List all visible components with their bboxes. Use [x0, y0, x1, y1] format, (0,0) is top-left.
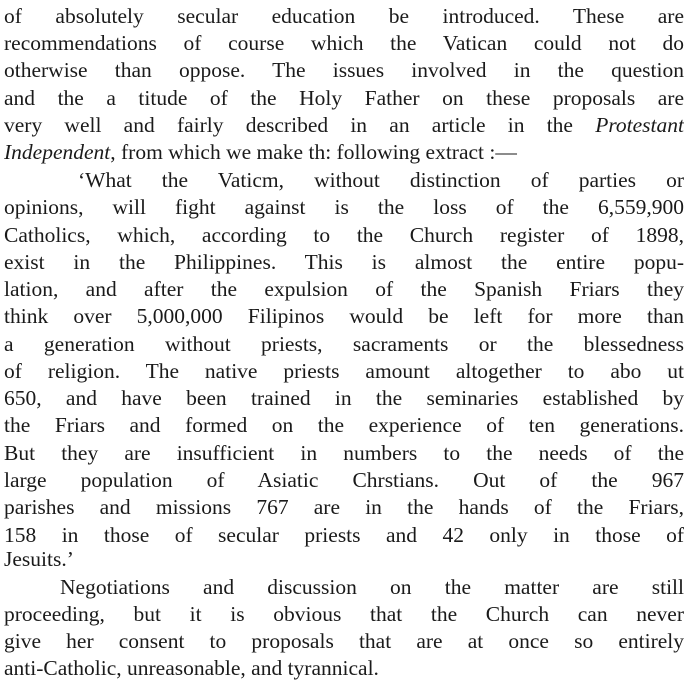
text-line: give her consent to proposals that are at once so entirely	[4, 629, 684, 653]
text-line: large population of Asiatic Chrstians. Out of the 967	[4, 468, 684, 492]
text-line	[4, 139, 684, 165]
text-line: parishes and missions 767 are in the hands of the Friars,	[4, 495, 684, 519]
paragraph-first-line: Negotiations and discussion on the matter are still	[60, 575, 684, 599]
text-line: think over 5,000,000 Filipinos would be left for more than	[4, 304, 684, 328]
text-line: proceeding, but it is obvious that the Church can never	[4, 602, 684, 626]
text-line: opinions, will fight against is the loss of the 6,559,900	[4, 195, 684, 219]
quote-last-line: Jesuits.’	[4, 547, 74, 571]
text-line: of religion. The native priests amount altogether to abo ut	[4, 359, 684, 383]
quote-first-line: ‘What the Vaticm, without distinction of parties or	[78, 168, 684, 192]
text-segment: , from which we make th: following extract :—	[110, 140, 517, 164]
text-line: recommendations of course which the Vatican could not do	[4, 31, 684, 55]
text-segment: very well and fairly described in an article in the	[4, 113, 596, 137]
text-line: Catholics, which, according to the Church register of 1898,	[4, 223, 684, 247]
text-line: otherwise than oppose. The issues involved in the question	[4, 58, 684, 82]
text-line: 650, and have been trained in the seminaries established by	[4, 386, 684, 410]
text-line	[4, 112, 684, 138]
text-line: 158 in those of secular priests and 42 only in those of	[4, 523, 684, 547]
text-line: exist in the Philippines. This is almost the entire popu-	[4, 250, 684, 274]
text-line: But they are insufficient in numbers to the needs of the	[4, 441, 684, 465]
text-line: the Friars and formed on the experience of ten generations.	[4, 413, 684, 437]
text-line: a generation without priests, sacraments or the blessedness	[4, 332, 684, 356]
text-line: and the a titude of the Holy Father on these proposals are	[4, 86, 684, 110]
text-line: anti-Catholic, unreasonable, and tyrannical.	[4, 656, 379, 680]
publication-name-part: Independent	[4, 140, 111, 164]
text-line: of absolutely secular education be introduced. These are	[4, 4, 684, 28]
text-line: lation, and after the expulsion of the Spanish Friars they	[4, 277, 684, 301]
publication-name-part: Protestant	[595, 113, 684, 137]
